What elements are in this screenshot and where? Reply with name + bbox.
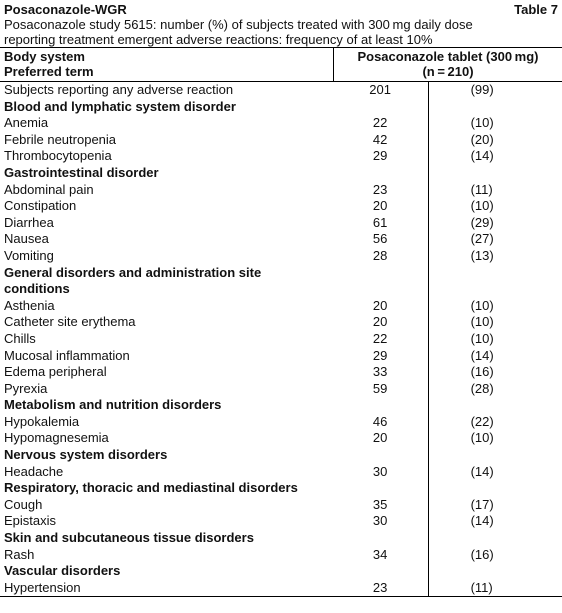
- subject-percent: (10): [428, 331, 562, 348]
- subject-percent: [428, 563, 562, 580]
- table-row: [0, 464, 562, 481]
- preferred-term: Mucosal inflammation: [4, 347, 130, 363]
- body-system: Blood and lymphatic system disorder: [4, 98, 236, 114]
- column-header-body-system: Body system: [4, 49, 85, 64]
- subject-count: 46: [372, 413, 388, 429]
- preferred-term: Hypertension: [4, 579, 81, 595]
- preferred-term: Abdominal pain: [4, 181, 94, 197]
- subject-count: [333, 165, 428, 182]
- table-row: [0, 298, 562, 315]
- subject-count: 20: [372, 198, 388, 214]
- preferred-term: Nausea: [4, 231, 49, 247]
- table-row: [0, 215, 562, 232]
- preferred-term: Anemia: [4, 115, 49, 131]
- preferred-term: Epistaxis: [4, 513, 57, 529]
- category-row: [0, 265, 562, 282]
- subject-percent: [428, 265, 562, 282]
- subject-count: 61: [372, 214, 388, 230]
- table-row: [0, 82, 562, 99]
- subject-count: 56: [372, 231, 388, 247]
- title-row: [0, 0, 562, 17]
- subject-count: 34: [372, 546, 388, 562]
- subject-percent: (11): [428, 580, 562, 597]
- preferred-term: Edema peripheral: [4, 364, 107, 380]
- table-row: [0, 414, 562, 431]
- preferred-term: Headache: [4, 463, 64, 479]
- body-system: Vascular disorders: [4, 563, 121, 579]
- table-caption: [0, 17, 562, 47]
- category-row: [0, 99, 562, 116]
- subject-percent: (20): [428, 132, 562, 149]
- table-row: [0, 430, 562, 447]
- subject-count: [333, 265, 428, 282]
- subject-percent: (10): [428, 198, 562, 215]
- category-row: [0, 480, 562, 497]
- subject-count: [333, 281, 428, 298]
- preferred-term: Hypomagnesemia: [4, 430, 109, 446]
- caption-line-1: Posaconazole study 5615: number (%) of subjects treated with 300 mg daily dose: [4, 17, 473, 32]
- subject-count: 22: [372, 115, 388, 131]
- column-header-term: [0, 48, 333, 81]
- subject-percent: (29): [428, 215, 562, 232]
- preferred-term: Asthenia: [4, 297, 55, 313]
- table-row: [0, 231, 562, 248]
- preferred-term: Catheter site erythema: [4, 314, 136, 330]
- subject-percent: (27): [428, 231, 562, 248]
- subject-count: 28: [372, 247, 388, 263]
- subject-percent: [428, 397, 562, 414]
- subject-percent: (99): [428, 82, 562, 99]
- table-row: [0, 314, 562, 331]
- preferred-term: Thrombocytopenia: [4, 148, 112, 164]
- subject-count: 22: [372, 330, 388, 346]
- subject-count: 29: [372, 148, 388, 164]
- subject-count: [333, 563, 428, 580]
- subject-count: [333, 480, 428, 497]
- table-row: [0, 513, 562, 530]
- preferred-term: Pyrexia: [4, 380, 48, 396]
- subject-percent: [428, 165, 562, 182]
- table-row: [0, 248, 562, 265]
- subject-percent: (22): [428, 414, 562, 431]
- subject-percent: (10): [428, 115, 562, 132]
- subject-percent: (14): [428, 464, 562, 481]
- preferred-term: Constipation: [4, 198, 77, 214]
- subject-count: [333, 397, 428, 414]
- subject-percent: (14): [428, 513, 562, 530]
- preferred-term: Rash: [4, 546, 35, 562]
- table-row: [0, 331, 562, 348]
- table-row: [0, 348, 562, 365]
- subject-percent: [428, 99, 562, 116]
- table-row: [0, 115, 562, 132]
- column-header: [0, 48, 562, 81]
- subject-percent: (10): [428, 314, 562, 331]
- table-row: [0, 497, 562, 514]
- preferred-term: Chills: [4, 330, 36, 346]
- subject-percent: (17): [428, 497, 562, 514]
- column-header-n: (n = 210): [422, 64, 474, 79]
- column-header-posaconazole: [333, 48, 562, 81]
- subject-count: 20: [372, 430, 388, 446]
- preferred-term: Diarrhea: [4, 214, 54, 230]
- subject-percent: (11): [428, 182, 562, 199]
- body-system: Gastrointestinal disorder: [4, 164, 159, 180]
- subject-count: 20: [372, 314, 388, 330]
- preferred-term: Febrile neutropenia: [4, 131, 117, 147]
- body-system: Respiratory, thoracic and mediastinal disorders: [4, 480, 298, 496]
- category-row: [0, 563, 562, 580]
- category-row: [0, 530, 562, 547]
- subject-percent: [428, 480, 562, 497]
- subject-percent: (14): [428, 148, 562, 165]
- subject-count: 30: [372, 463, 388, 479]
- table-row: [0, 547, 562, 564]
- subject-percent: (16): [428, 364, 562, 381]
- subject-count: 59: [372, 380, 388, 396]
- subject-percent: (28): [428, 381, 562, 398]
- table-row: [0, 364, 562, 381]
- subject-percent: [428, 447, 562, 464]
- subject-count: 30: [372, 513, 388, 529]
- column-header-preferred-term: Preferred term: [4, 64, 94, 79]
- subject-count: [333, 447, 428, 464]
- category-row: [0, 397, 562, 414]
- subject-count: [333, 99, 428, 116]
- body-system: Nervous system disorders: [4, 447, 168, 463]
- preferred-term: Cough: [4, 496, 43, 512]
- subject-count: 29: [372, 347, 388, 363]
- table-row: [0, 381, 562, 398]
- table-row: [0, 198, 562, 215]
- category-row: [0, 281, 562, 298]
- bottom-rule: [0, 596, 562, 597]
- table-row: [0, 580, 562, 597]
- drug-title: Posaconazole-WGR: [4, 2, 127, 17]
- table-label: Table 7: [514, 2, 558, 17]
- preferred-term: Vomiting: [4, 247, 54, 263]
- category-row: [0, 447, 562, 464]
- subject-count: 42: [372, 131, 388, 147]
- body-system: conditions: [4, 281, 70, 297]
- table-row: [0, 132, 562, 149]
- table-body: [0, 82, 562, 596]
- subject-count: 23: [372, 181, 388, 197]
- adverse-reactions-table: [0, 82, 562, 596]
- subject-count: [333, 530, 428, 547]
- body-system: Skin and subcutaneous tissue disorders: [4, 530, 254, 546]
- subject-count: 20: [372, 297, 388, 313]
- subject-count: 33: [372, 364, 388, 380]
- subject-percent: (10): [428, 430, 562, 447]
- column-header-drug: Posaconazole tablet (300 mg): [357, 49, 539, 64]
- subject-count: 23: [372, 579, 388, 595]
- subject-percent: [428, 530, 562, 547]
- category-row: [0, 165, 562, 182]
- body-system: Metabolism and nutrition disorders: [4, 397, 222, 413]
- preferred-term: Subjects reporting any adverse reaction: [4, 82, 234, 97]
- table-row: [0, 148, 562, 165]
- body-system: General disorders and administration site: [4, 264, 262, 280]
- subject-percent: (10): [428, 298, 562, 315]
- subject-percent: (13): [428, 248, 562, 265]
- subject-percent: (14): [428, 348, 562, 365]
- table-row: [0, 182, 562, 199]
- subject-percent: [428, 281, 562, 298]
- subject-percent: (16): [428, 547, 562, 564]
- caption-line-2: reporting treatment emergent adverse reactions: frequency of at least 10%: [4, 32, 433, 47]
- subject-count: 201: [369, 82, 391, 97]
- preferred-term: Hypokalemia: [4, 413, 80, 429]
- subject-count: 35: [372, 496, 388, 512]
